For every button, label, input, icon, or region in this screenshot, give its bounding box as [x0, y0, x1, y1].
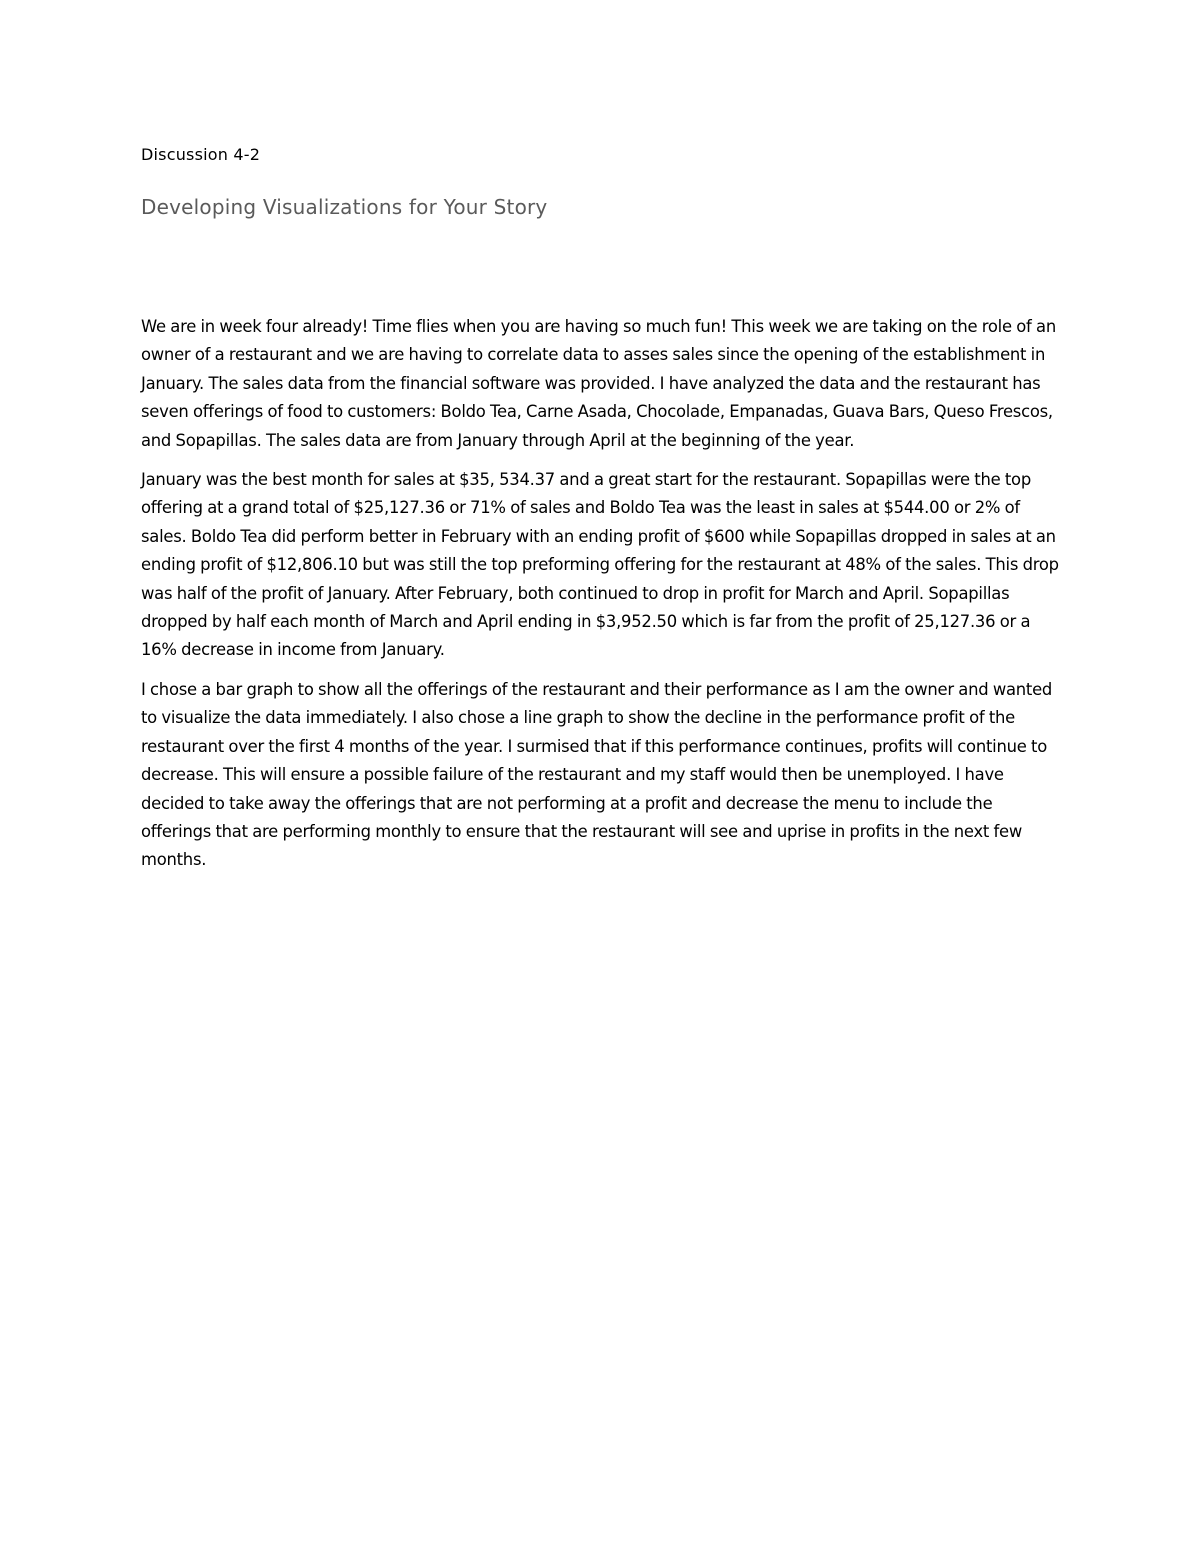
discussion-label: Discussion 4-2	[141, 145, 261, 164]
paragraph-intro: We are in week four already! Time flies when you are having so much fun! This week we are taking on the role of an owner of a restaurant and we are having to correlate data to asses sales since the opening of the establishment in January. The sales data from the financial software was provided. I have analyzed the data and the restaurant has seven offerings of food to customers: Boldo Tea, Carne Asada, Chocolade, Empanadas, Guava Bars, Queso Frescos, and Sopapillas. The sales data are from January through April at the beginning of the year.	[141, 317, 1056, 450]
paragraph-sales-analysis: January was the best month for sales at $35, 534.37 and a great start for the restaurant. Sopapillas were the top offering at a grand total of $25,127.36 or 71% of sales and Boldo Tea was the least in sales at $544.00 or 2% of sales. Boldo Tea did perform better in February with an ending profit of $600 while Sopapillas dropped in sales at an ending profit of $12,806.10 but was still the top preforming offering for the restaurant at 48% of the sales. This drop was half of the profit of January. After February, both continued to drop in profit for March and April. Sopapillas dropped by half each month of March and April ending in $3,952.50 which is far from the profit of 25,127.36 or a 16% decrease in income from January.	[141, 470, 1059, 660]
page-title: Developing Visualizations for Your Story	[141, 195, 548, 219]
document-body	[141, 313, 1063, 875]
paragraph-visualization-choice: I chose a bar graph to show all the offerings of the restaurant and their performance as I am the owner and wanted to visualize the data immediately. I also chose a line graph to show the decline in the performance profit of the restaurant over the first 4 months of the year. I surmised that if this performance continues, profits will continue to decrease. This will ensure a possible failure of the restaurant and my staff would then be unemployed. I have decided to take away the offerings that are not performing at a profit and decrease the menu to include the offerings that are performing monthly to ensure that the restaurant will see and uprise in profits in the next few months.	[141, 679, 1053, 870]
document-content	[141, 142, 1063, 886]
